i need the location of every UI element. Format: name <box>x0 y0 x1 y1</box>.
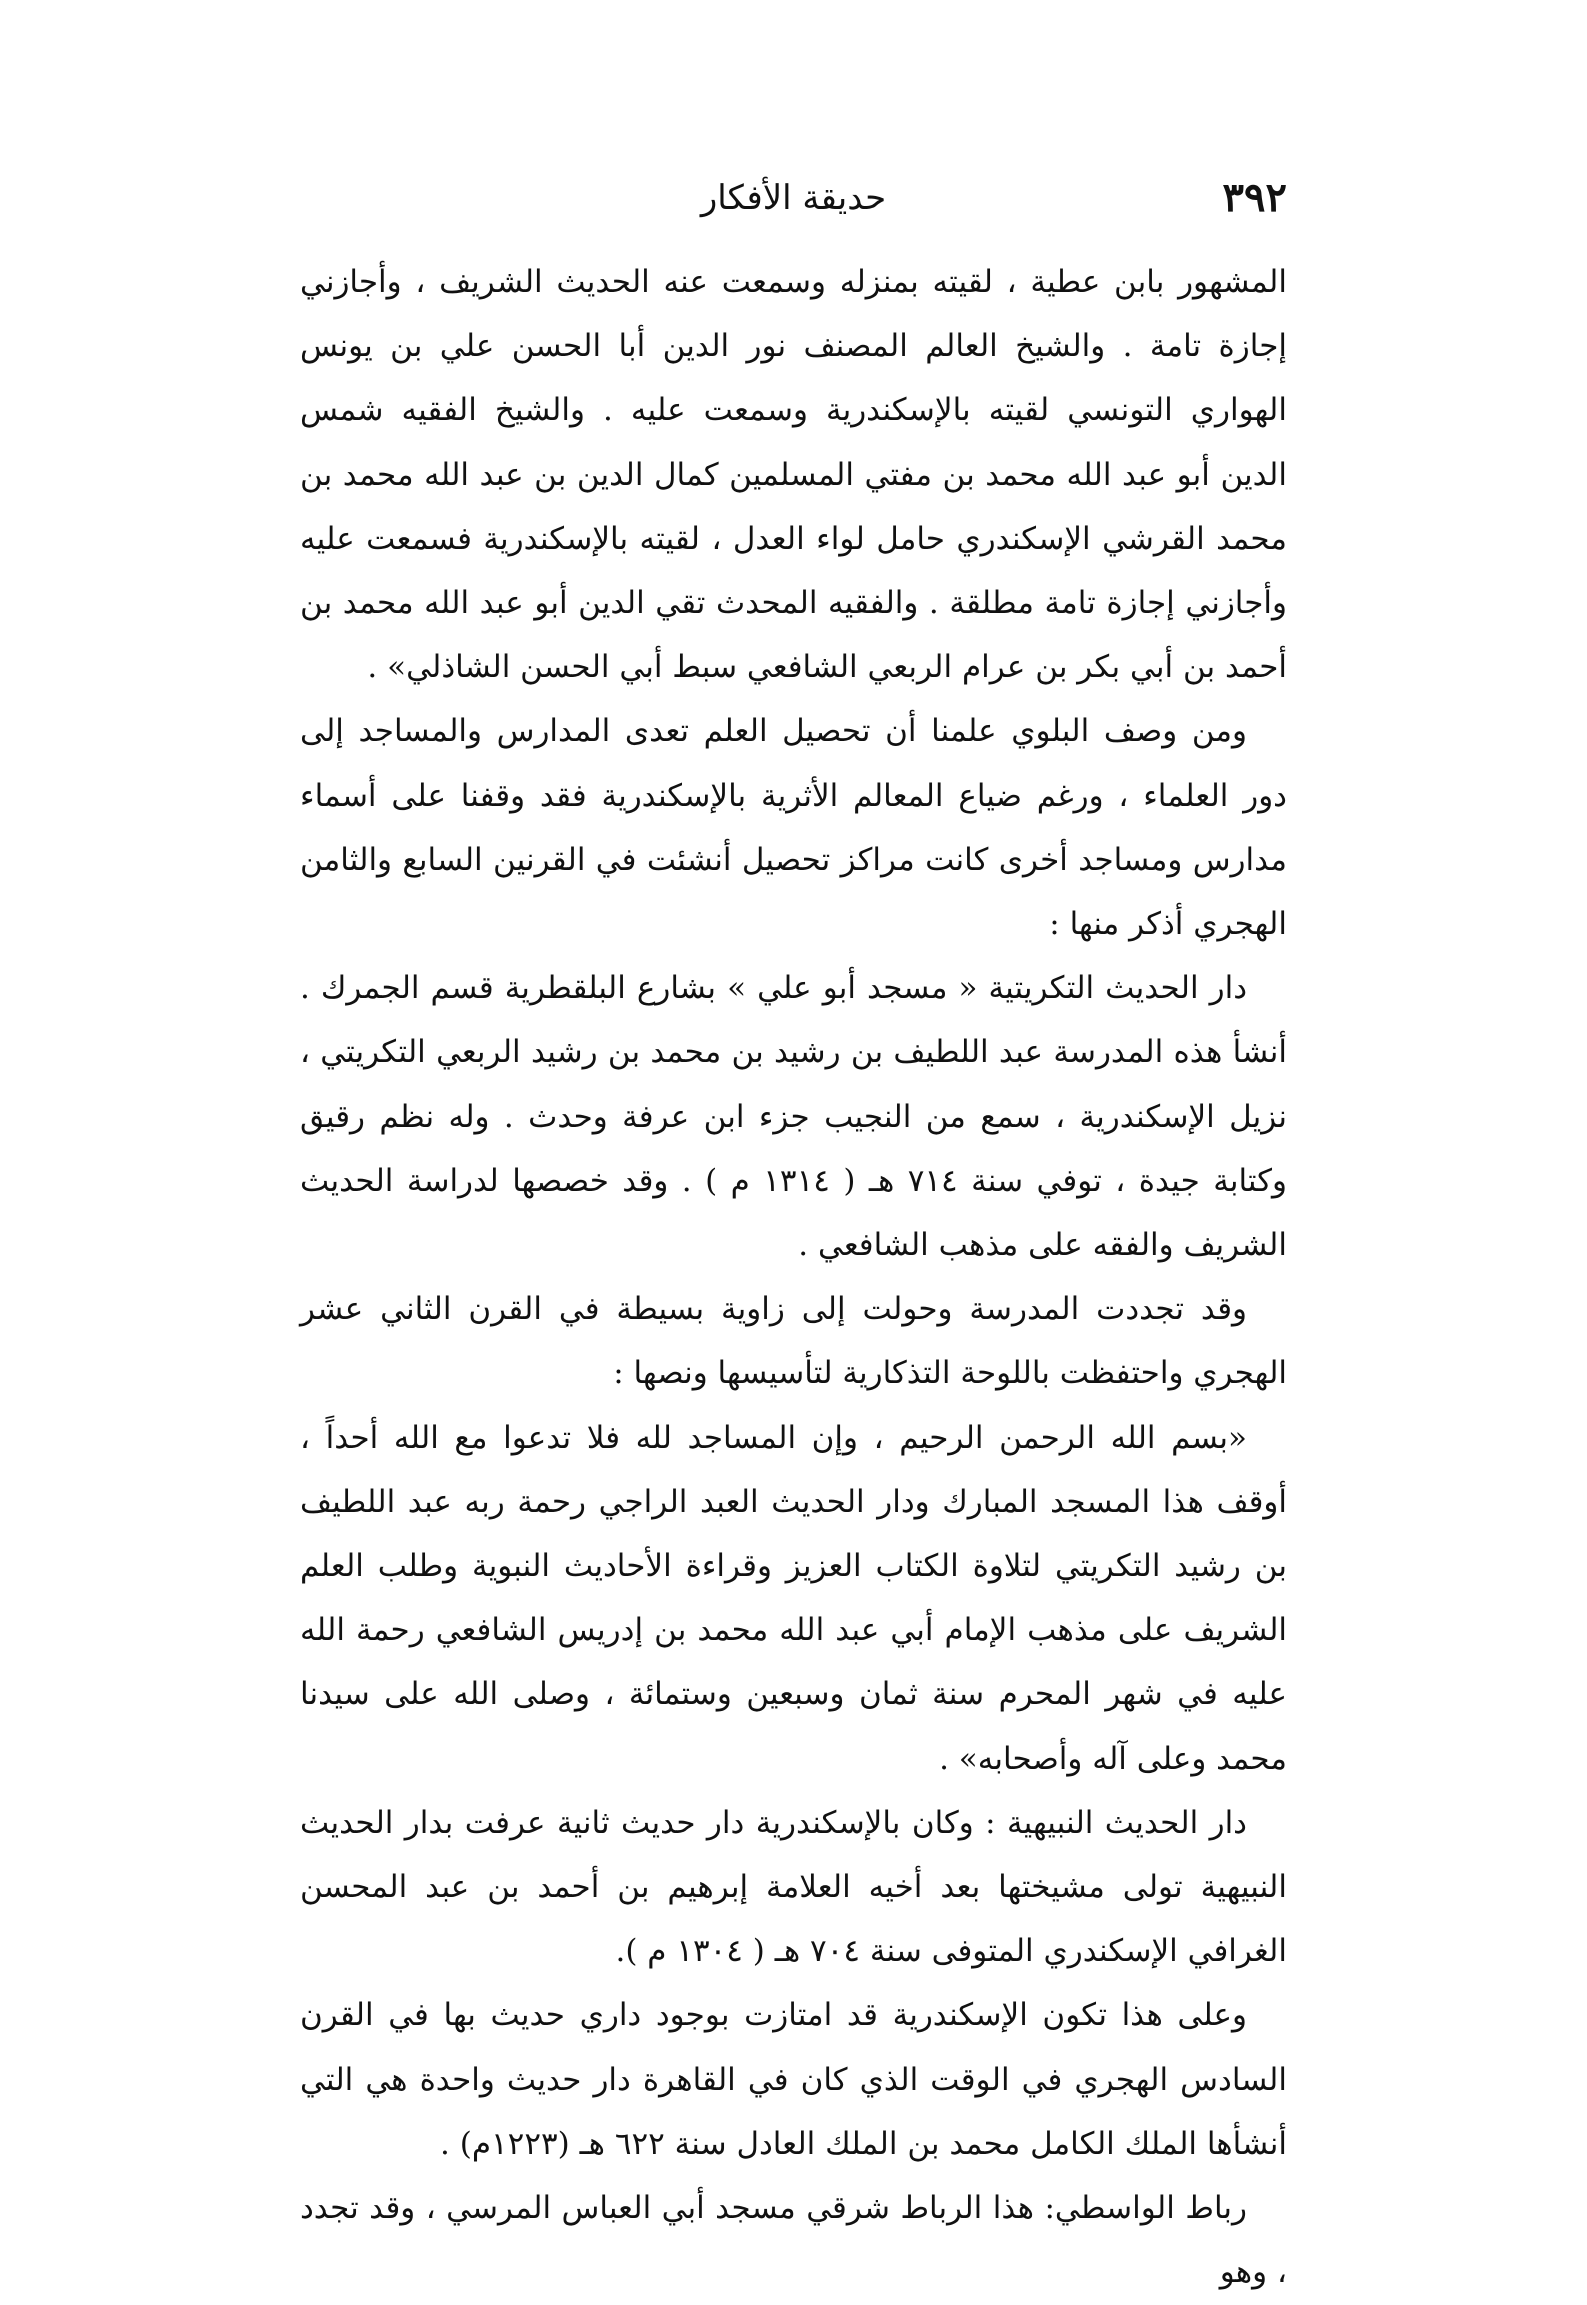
page-number: ٣٩٢ <box>1222 174 1287 221</box>
paragraph-7: وعلى هذا تكون الإسكندرية قد امتازت بوجود داري حديث بها في القرن السادس الهجري في الوقت الذي كان في القاهرة دار حديث واحدة هي التي أنشأها الملك الكامل محمد بن الملك العادل سنة ٦٢٢ هـ (١٢٢٣م) . <box>300 1997 1287 2162</box>
paragraph-6: دار الحديث النبيهية : وكان بالإسكندرية دار حديث ثانية عرفت بدار الحديث النبيهية تولى مشيختها بعد أخيه العلامة إبرهيم بن أحمد بن عبد المحسن الغرافي الإسكندري المتوفى سنة ٧٠٤ هـ ( ١٣٠٤ م ). <box>300 1804 1287 1970</box>
paragraph-2: ومن وصف البلوي علمنا أن تحصيل العلم تعدى المدارس والمساجد إلى دور العلماء ، ورغم ضياع المعالم الأثرية بالإسكندرية فقد وقفنا على أسماء مدارس ومساجد أخرى كانت مراكز تحصيل أنشئت في القرنين السابع والثامن الهجري أذكر منها : <box>300 713 1287 943</box>
paragraph-1: المشهور بابن عطية ، لقيته بمنزله وسمعت عنه الحديث الشريف ، وأجازني إجازة تامة . والشيخ العالم المصنف نور الدين أبا الحسن علي بن يونس الهواري التونسي لقيته بالإسكندرية وسمعت عليه . والشيخ الفقيه شمس الدين أبو عبد الله محمد بن مفتي المسلمين كمال الدين بن عبد الله محمد بن محمد القرشي الإسكندري حامل لواء العدل ، لقيته بالإسكندرية فسمعت عليه وأجازني إجازة تامة مطلقة . والفقيه المحدث تقي الدين أبو عبد الله محمد بن أحمد بن أبي بكر بن عرام الربعي الشافعي سبط أبي الحسن الشاذلي» . <box>300 264 1287 686</box>
paragraph-3: دار الحديث التكريتية « مسجد أبو علي » بشارع البلقطرية قسم الجمرك . أنشأ هذه المدرسة عبد اللطيف بن رشيد بن محمد بن رشيد الربعي التكريتي ، نزيل الإسكندرية ، سمع من النجيب جزء ابن عرفة وحدث . وله نظم رقيق وكتابة جيدة ، توفي سنة ٧١٤ هـ ( ١٣١٤ م ) . وقد خصصها لدراسة الحديث الشريف والفقه على مذهب الشافعي . <box>300 970 1287 1264</box>
running-title: حديقة الأفكار <box>700 178 887 218</box>
body-text <box>300 250 1287 2305</box>
paragraph-5-inscription-quote: «بسم الله الرحمن الرحيم ، وإن المساجد لله فلا تدعوا مع الله أحداً ، أوقف هذا المسجد المبارك ودار الحديث العبد الراجي رحمة ربه عبد اللطيف بن رشيد التكريتي لتلاوة الكتاب العزيز وقراءة الأحاديث النبوية وطلب العلم الشريف على مذهب الإمام أبي عبد الله محمد بن إدريس الشافعي رحمة الله عليه في شهر المحرم سنة ثمان وسبعين وستمائة ، وصلى الله على سيدنا محمد وعلى آله وأصحابه» . <box>300 1419 1287 1777</box>
paragraph-4: وقد تجددت المدرسة وحولت إلى زاوية بسيطة في القرن الثاني عشر الهجري واحتفظت باللوحة التذكارية لتأسيسها ونصها : <box>300 1291 1287 1392</box>
paragraph-8: رباط الواسطي: هذا الرباط شرقي مسجد أبي العباس المرسي ، وقد تجدد ، وهو <box>300 2190 1287 2291</box>
page-header <box>300 168 1287 228</box>
